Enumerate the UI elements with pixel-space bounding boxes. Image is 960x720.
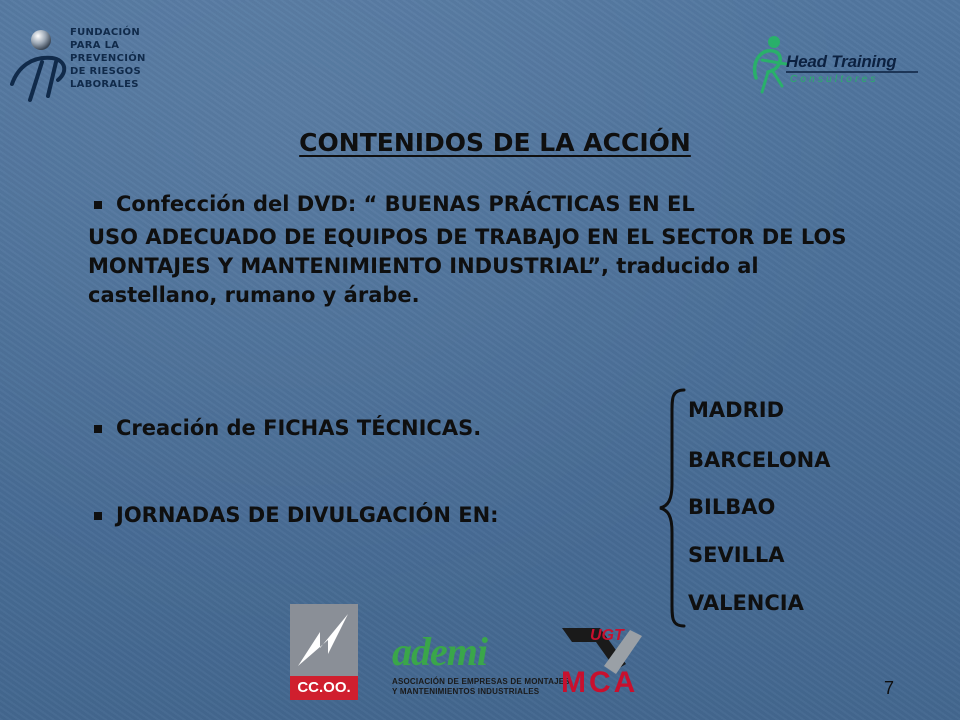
fundacion-logo-text (70, 26, 146, 91)
bullet-marker (94, 512, 102, 520)
city-item: MADRID (688, 398, 784, 422)
head-training-subtitle: Consultores (790, 74, 879, 85)
page-number: 7 (884, 678, 895, 698)
ademi-logo-subtitle (392, 677, 570, 697)
bullet-dvd-continuation: USO ADECUADO DE EQUIPOS DE TRABAJO EN EL SECTOR DE LOS MONTAJES Y MANTENIMIENTO INDUSTRIAL”, traducido al castellano, rumano y árabe. (88, 225, 847, 307)
fundacion-line: DE RIESGOS (70, 66, 141, 77)
page-title: CONTENIDOS DE LA ACCIÓN (299, 128, 691, 157)
bullet-fichas (90, 414, 481, 443)
bullet-dvd (90, 190, 890, 310)
city-item: BARCELONA (688, 448, 831, 472)
ademi-subtitle-line: Y MANTENIMIENTOS INDUSTRIALES (392, 687, 540, 696)
head-training-name: Head Training (786, 52, 897, 71)
bullet-marker (94, 201, 102, 209)
fundacion-line: LABORALES (70, 79, 139, 90)
city-item: VALENCIA (688, 591, 804, 615)
fundacion-line: PARA LA (70, 40, 120, 51)
city-item: SEVILLA (688, 543, 785, 567)
fundacion-line: FUNDACIÓN (70, 27, 140, 38)
bullet-dvd-first-line: Confección del DVD: “ BUENAS PRÁCTICAS EN EL (116, 192, 695, 216)
ademi-logo-name: ademi (392, 629, 487, 674)
ugt-logo-text: UGT (590, 627, 624, 644)
bullet-marker (94, 425, 102, 433)
ccoo-logo-text: CC.OO. (297, 679, 351, 696)
fundacion-line: PREVENCIÓN (70, 53, 146, 64)
city-item: BILBAO (688, 495, 776, 519)
bullet-jornadas (90, 501, 499, 530)
ademi-subtitle-line: ASOCIACIÓN DE EMPRESAS DE MONTAJES (392, 677, 570, 686)
bullet-jornadas-text: JORNADAS DE DIVULGACIÓN EN: (116, 503, 499, 527)
bullet-fichas-text: Creación de FICHAS TÉCNICAS. (116, 416, 482, 440)
mca-logo-text: MCA (561, 666, 639, 699)
